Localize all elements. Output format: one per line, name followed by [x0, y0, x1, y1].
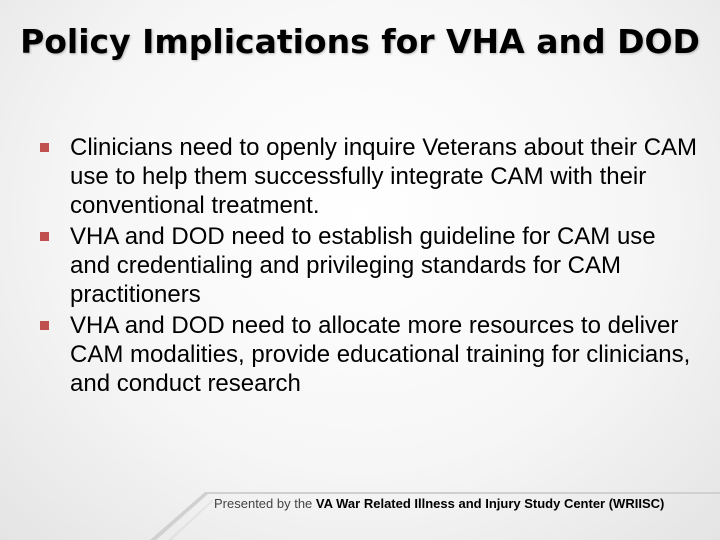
footer-prefix: Presented by the	[214, 496, 313, 511]
footer-center-name: VA War Related Illness and Injury Study Center (WRIISC)	[315, 496, 665, 511]
bullet-text: Clinicians need to openly inquire Veterans about their CAM use to help them successfully integrate CAM with their conventional treatment.	[70, 134, 698, 219]
bullet-item	[40, 311, 700, 398]
bullet-item	[40, 133, 700, 220]
bullet-text: VHA and DOD need to establish guideline for CAM use and credentialing and privileging standards for CAM practitioners	[70, 223, 656, 308]
square-bullet-icon	[40, 143, 49, 152]
footer-credit	[214, 496, 714, 511]
bullet-list	[40, 133, 700, 400]
slide-title: Policy Implications for VHA and DOD	[20, 22, 700, 61]
bullet-text: VHA and DOD need to allocate more resources to deliver CAM modalities, provide educational training for clinicians, and conduct research	[70, 312, 691, 397]
bullet-item	[40, 222, 700, 309]
square-bullet-icon	[40, 321, 49, 330]
square-bullet-icon	[40, 232, 49, 241]
